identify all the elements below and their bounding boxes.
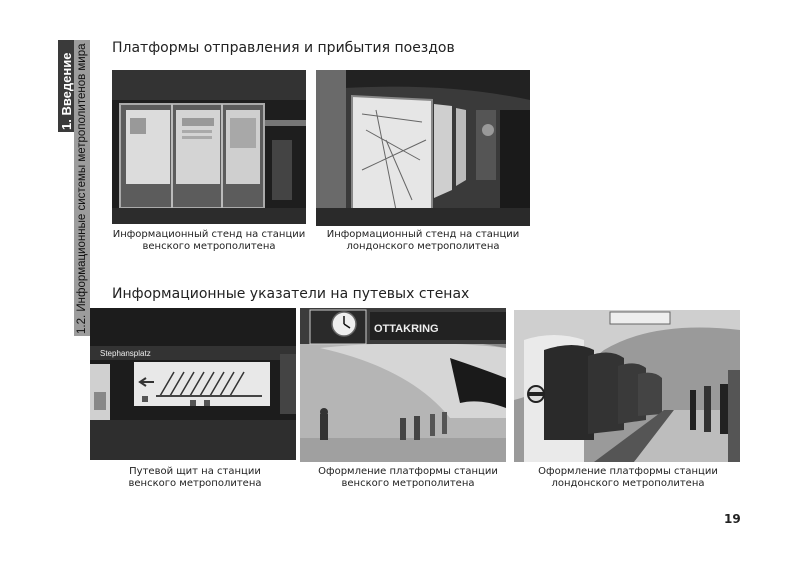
photo-london-platform — [514, 310, 740, 462]
caption-line: венского метрополитена — [142, 241, 276, 252]
section-label: 1.2. Информационные системы метрополитенов мира — [76, 43, 88, 334]
photo-vienna-info-stand — [112, 70, 306, 224]
caption-line: Оформление платформы станции — [318, 466, 498, 477]
caption-line: венского метрополитена — [341, 478, 475, 489]
caption-line: Путевой щит на станции — [129, 466, 261, 477]
caption-line: венского метрополитена — [128, 478, 262, 489]
destination-display: OTTAKRING — [374, 323, 439, 335]
caption-vienna-track-sign — [110, 466, 280, 490]
section-title-platforms: Платформы отправления и прибытия поездов — [112, 40, 455, 56]
caption-line: Оформление платформы станции — [538, 466, 718, 477]
section-title-track-signs: Информационные указатели на путевых стенах — [112, 286, 470, 302]
caption-london-platform — [528, 466, 728, 490]
photo-london-info-stand — [316, 70, 530, 226]
caption-line: Информационный стенд на станции — [112, 229, 306, 240]
caption-line: лондонского метрополитена — [551, 478, 705, 489]
page-number: 19 — [724, 512, 741, 526]
caption-vienna-platform — [318, 466, 498, 490]
station-name-sign: Stephansplatz — [100, 349, 151, 358]
caption-line: лондонского метрополитена — [346, 241, 500, 252]
chapter-label: 1. Введение — [59, 52, 74, 130]
caption-london-info-stand — [318, 229, 528, 253]
photo-vienna-track-sign — [90, 308, 296, 460]
photo-vienna-platform — [300, 308, 506, 462]
caption-vienna-info-stand — [112, 229, 306, 253]
caption-line: Информационный стенд на станции — [326, 229, 520, 240]
